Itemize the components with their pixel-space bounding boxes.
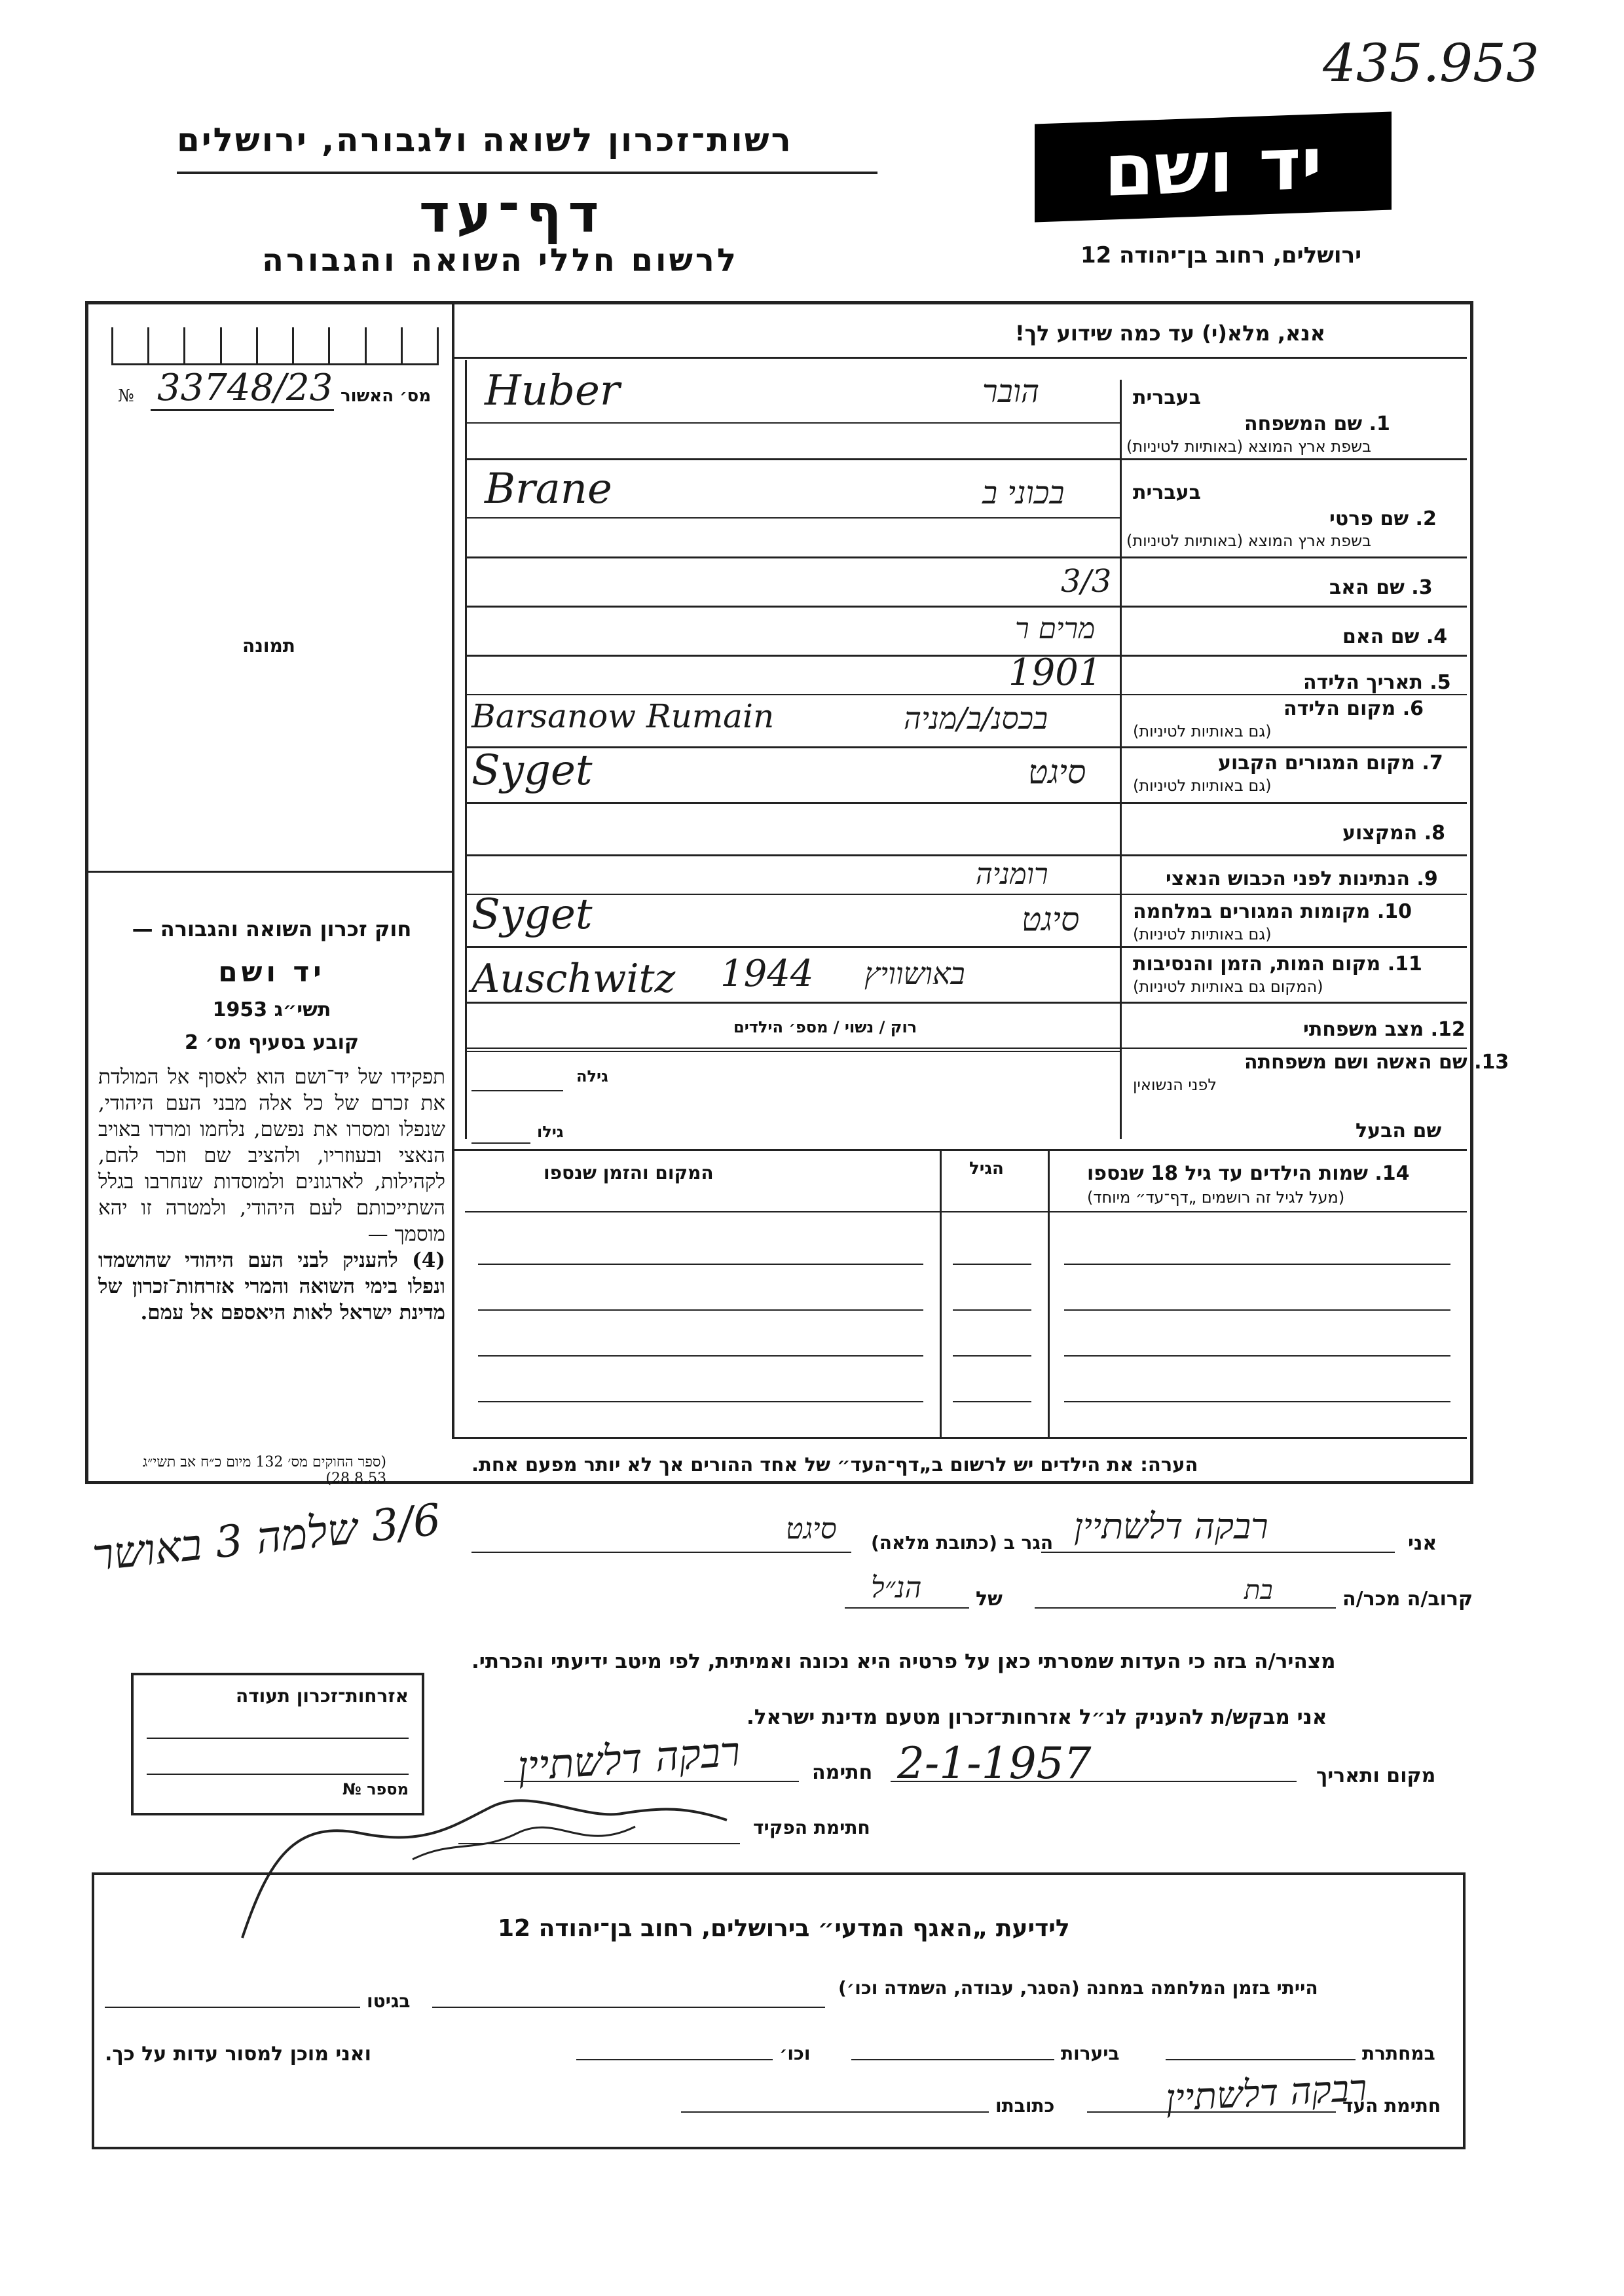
field-4-line <box>465 655 1467 657</box>
field-11-year[interactable]: 1944 <box>720 953 814 995</box>
footer-line2-c: וכו׳ <box>779 2043 811 2064</box>
field-1-line-a <box>465 422 1120 424</box>
field-7-latin[interactable]: Syget <box>471 746 593 795</box>
field-3-label <box>1329 576 1433 599</box>
approval-number: 33748/23 <box>157 367 333 409</box>
children-row-1c <box>1064 1264 1450 1265</box>
field-2-hebrew[interactable]: בכוני ב <box>982 475 1065 511</box>
footer-line1-fill <box>432 2007 825 2008</box>
law-body <box>98 1064 445 1326</box>
field-1-name: שם המשפחה <box>1244 412 1363 435</box>
officer-signature-label: חתימת הפקיד <box>753 1817 870 1838</box>
of-label: של <box>976 1588 1003 1611</box>
field-2-name: שם פרטי <box>1329 507 1409 530</box>
field-11-name: מקום המות, הזמן והנסיבות <box>1133 953 1381 975</box>
field-13-extra2-line <box>471 1142 530 1144</box>
field-9-value[interactable]: רומניה <box>976 858 1048 891</box>
field-6-num: 6. <box>1402 697 1424 720</box>
children-row-3b <box>953 1355 1031 1357</box>
footer-line1-b: בגיטו <box>367 1990 411 2012</box>
declarant-lives-in: הגר ב (כתובת מלאה) <box>871 1532 1054 1554</box>
field-6-label <box>1283 697 1424 720</box>
children-row-1b <box>953 1264 1031 1265</box>
yad-vashem-logo: יד ושם <box>1035 111 1392 222</box>
field-13-sub: לפני הנשואין <box>1133 1076 1217 1094</box>
field-4-name: שם האם <box>1342 625 1420 648</box>
husband-label: שם הבעל <box>1356 1120 1442 1142</box>
field-12-label <box>1303 1018 1466 1041</box>
declarant-address-line <box>471 1552 851 1553</box>
children-bottom-line <box>452 1437 1467 1439</box>
approval-line <box>151 409 334 411</box>
field-13-label <box>1244 1051 1509 1074</box>
footer-line2-fill-b <box>851 2059 1054 2060</box>
field-11-line <box>465 1002 1467 1004</box>
field-8-label <box>1342 822 1445 845</box>
field-9-label <box>1166 867 1438 890</box>
children-note: הערה: את הילדים יש לרשום ב„דף־העד״ של אחד ההורים אך לא יותר מפעם אחת. <box>471 1453 1198 1476</box>
field-13-extra2: גילו <box>537 1123 564 1141</box>
field-2-latin[interactable]: Brane <box>485 465 612 513</box>
field-3-line <box>465 606 1467 608</box>
place-date-label: מקום ותאריך <box>1316 1764 1436 1787</box>
field-6-name: מקום הלידה <box>1283 697 1396 720</box>
in-hebrew-1: בעברית <box>1133 386 1201 409</box>
field-3-name: שם האב <box>1329 576 1405 599</box>
field-12-line <box>465 1048 1467 1049</box>
footer-line2-a: במחתרת <box>1362 2043 1435 2064</box>
declarant-name[interactable]: רבקה דלשתיין <box>1074 1506 1268 1547</box>
children-row-3a <box>478 1355 923 1357</box>
field-4-value[interactable]: מרים ר <box>1015 612 1096 646</box>
field-13-line-a <box>465 1051 1120 1052</box>
field-8-num: 8. <box>1424 822 1446 845</box>
field-6-hebrew[interactable]: בכסנ/ב/מניה <box>904 701 1048 736</box>
footer-line3-fill-a <box>1087 2111 1336 2113</box>
left-column-divider <box>452 304 454 1437</box>
field-2-num: 2. <box>1415 507 1437 530</box>
certificate-box-line-1 <box>147 1738 409 1739</box>
law-section: קובע בסעיף מס׳ 2 <box>184 1031 360 1054</box>
law-body-text: תפקידו של יד־ושם הוא לאסוף אל המולדת את זכרם של כל אלה מבני העם היהודי, שנפלו ומסרו את נפשם, נלחמו ומרדו באויב הנאצי ובעוזריו, ולהציב שם וזכר להם, לקהילות, לארגונים ולמוסדות שנחרבו בגלל השתייכותם לעם היהודי, ולמטרה זו יהא מוסמך — <box>98 1065 445 1246</box>
place-date-value[interactable]: 2-1-1957 <box>897 1738 1092 1789</box>
approval-no-mark: № <box>118 386 134 406</box>
declaration-text: מצהיר/ה בזה כי העדות שמסרתי כאן על פרטיה היא נכונה ואמיתית, לפי מיטב ידיעתי והכרתי. <box>471 1650 1336 1673</box>
field-10-label <box>1133 900 1412 923</box>
field-2-sub: בשפת ארץ המוצא (באותיות לטיניות) <box>1126 532 1371 550</box>
declarant-name-line <box>1041 1552 1395 1553</box>
children-row-2c <box>1064 1309 1450 1311</box>
field-5-label <box>1303 671 1451 694</box>
certificate-box-title: אזרחות־זכרון תעודה <box>235 1685 409 1707</box>
children-row-4c <box>1064 1401 1450 1402</box>
field-10-num: 10. <box>1376 900 1412 923</box>
footer-line2-fill-c <box>576 2059 773 2060</box>
law-footnote: (ספר החוקים מס׳ 132 מיום כ״ח אב תשי״ג 28.8.53) <box>142 1454 386 1487</box>
org-underline <box>177 172 877 174</box>
field-3-value[interactable]: 3/3 <box>1061 563 1112 600</box>
field-11-num: 11. <box>1387 953 1422 975</box>
certificate-box-number: מספר № <box>342 1780 409 1798</box>
field-13-name: שם האשה ושם משפחתה <box>1244 1051 1467 1074</box>
intro-divider <box>452 357 1467 359</box>
relation-line <box>1035 1607 1336 1609</box>
field-5-value[interactable]: 1901 <box>1008 651 1102 694</box>
field-6-sub: (גם באותיות לטיניות) <box>1133 722 1272 740</box>
photo-bottom-line <box>88 871 452 873</box>
children-header-line <box>465 1211 1467 1212</box>
footer-title: לידיעת „האגף המדעי״ בירושלים, רחוב בן־יהודה 12 <box>498 1915 1070 1942</box>
footer-line3-b: כתובתו <box>995 2095 1055 2117</box>
field-8-line <box>465 854 1467 856</box>
field-9-num: 9. <box>1416 867 1438 890</box>
footer-line3-a: חתימת העד <box>1342 2095 1441 2117</box>
children-col-1 <box>1048 1149 1050 1437</box>
label-column-divider <box>1120 380 1122 1139</box>
children-row-4a <box>478 1401 923 1402</box>
approval-label: מס׳ האשור <box>341 386 432 406</box>
law-title: חוק זכרון השואה והגבורה — <box>132 917 412 941</box>
footer-line2-fill-a <box>1166 2059 1356 2060</box>
children-col-place: המקום והזמן שנספו <box>544 1162 714 1184</box>
field-1-latin[interactable]: Huber <box>485 367 620 415</box>
field-2-line-a <box>465 517 1120 519</box>
field-12-name: מצב משפחתי <box>1303 1018 1424 1041</box>
footer-line2-b: ביערות <box>1061 2043 1120 2064</box>
signature-label: חתימה <box>812 1761 873 1784</box>
request-text: אני מבקש/ת להעניק לנ״ל אזרחות־זכרון מטעם מדינת ישראל. <box>747 1705 1327 1729</box>
field-11-label <box>1133 953 1422 975</box>
children-col-age: הגיל <box>969 1159 1004 1178</box>
children-label: 14. שמות הילדים עד גיל 18 שנספו <box>1087 1162 1410 1185</box>
declarant-address[interactable]: סיגט <box>786 1512 837 1546</box>
form-title: דף־עד <box>419 183 606 244</box>
field-5-line <box>465 694 1467 695</box>
children-row-4b <box>953 1401 1031 1402</box>
field-10-latin[interactable]: Syget <box>471 890 593 939</box>
declarant-address-hand[interactable]: 3/6 שלמה 3 באושר <box>90 1494 443 1581</box>
of-value[interactable]: הנ״ל <box>871 1571 922 1605</box>
place-date-line <box>891 1781 1297 1782</box>
field-4-num: 4. <box>1426 625 1448 648</box>
field-10-hebrew[interactable]: סיגט <box>1022 900 1080 938</box>
children-col-2 <box>940 1149 942 1437</box>
law-yad-vashem: יד ושם <box>218 956 325 988</box>
field-8-name: המקצוע <box>1342 822 1418 845</box>
relation-label: קרוב/ה מכר/ה <box>1342 1588 1473 1611</box>
field-13-line-b <box>452 1149 1467 1151</box>
field-7-label <box>1218 752 1443 774</box>
law-year: תשי״ג 1953 <box>212 998 331 1021</box>
field-6-line <box>465 746 1467 748</box>
field-10-name: מקומות המגורים במלחמה <box>1133 900 1371 923</box>
field-11-sub: (המקום גם באותיות לטיניות) <box>1133 977 1323 996</box>
field-7-num: 7. <box>1422 752 1443 774</box>
field-7-hebrew[interactable]: סיגט <box>1028 753 1086 791</box>
declarant-signature[interactable]: רבקה דלשתיין <box>515 1727 742 1791</box>
value-left-border <box>465 360 467 1139</box>
field-10-line <box>465 946 1467 948</box>
field-6-latin[interactable]: Barsanow Rumain <box>471 697 775 735</box>
footer-line2-d: ואני מוכן למסור עדות על כך. <box>105 2043 371 2066</box>
field-1-line-b <box>465 458 1467 460</box>
field-13-num: 13. <box>1474 1051 1509 1074</box>
in-hebrew-2: בעברית <box>1133 481 1201 504</box>
field-12-num: 12. <box>1430 1018 1466 1041</box>
declarant-ani: אני <box>1408 1532 1437 1555</box>
field-10-sub: (גם באותיות לטיניות) <box>1133 925 1272 943</box>
field-1-num: 1. <box>1369 412 1390 435</box>
address: ירושלים, רחוב בן־יהודה 12 <box>1080 242 1362 268</box>
field-5-num: 5. <box>1430 671 1451 694</box>
children-row-1a <box>478 1264 923 1265</box>
field-4-label <box>1342 625 1447 648</box>
children-row-2b <box>953 1309 1031 1311</box>
archive-number: 435.953 <box>1323 33 1540 94</box>
form-intro: אנא, מלא(י) עד כמה שידוע לך! <box>1015 321 1326 346</box>
photo-label: תמונה <box>242 635 295 657</box>
law-body-text-2: (4) להעניק לבני העם היהודי שהושמדו ונפלו בימי השואה והמרי אזרחות־זכרון של מדינת ישראל לאות היאספם אל עמם. <box>98 1248 445 1324</box>
field-1-hebrew[interactable]: הובר <box>982 373 1040 410</box>
of-line <box>845 1607 969 1609</box>
field-7-name: מקום המגורים הקבוע <box>1218 752 1415 774</box>
field-12-options: רוק / נשוי / מספ׳ הילדים <box>733 1018 917 1036</box>
approval-ticks <box>111 327 439 365</box>
officer-signature-line <box>458 1843 740 1844</box>
footer-signature[interactable]: רבקה דלשתיין <box>1164 2066 1369 2121</box>
children-row-2a <box>478 1309 923 1311</box>
children-sub: (מעל לגיל זה רושמים „דף־עד״ מיוחד) <box>1087 1188 1345 1207</box>
field-7-sub: (גם באותיות לטיניות) <box>1133 776 1272 795</box>
field-5-name: תאריך הלידה <box>1303 671 1423 694</box>
relation-value[interactable]: בת <box>1244 1575 1273 1605</box>
field-1-label <box>1244 412 1390 435</box>
field-2-line-b <box>465 556 1467 558</box>
form-subtitle: לרשום חללי השואה והגבורה <box>262 242 739 279</box>
field-9-name: הנתינות לפני הכבוש הנאצי <box>1166 867 1410 890</box>
field-13-extra1: גילה <box>576 1067 608 1085</box>
field-2-label <box>1329 507 1437 530</box>
org-name: רשות־זכרון לשואה ולגבורה, ירושלים <box>177 121 793 159</box>
field-3-num: 3. <box>1411 576 1433 599</box>
children-row-3c <box>1064 1355 1450 1357</box>
field-13-extra1-line <box>471 1090 563 1091</box>
field-9-line <box>465 894 1467 895</box>
footer-line1-fill-b <box>105 2007 360 2008</box>
field-11-hebrew[interactable]: באושוויץ <box>864 956 965 991</box>
footer-line1-a: הייתי בזמן המלחמה במחנה (הסגר, עבודה, השמדה וכו׳) <box>838 1977 1318 1999</box>
field-1-sub: בשפת ארץ המוצא (באותיות לטיניות) <box>1126 437 1371 456</box>
field-11-latin[interactable]: Auschwitz <box>471 956 676 1002</box>
footer-line3-fill-b <box>681 2111 989 2113</box>
field-7-line <box>465 802 1467 804</box>
certificate-box-line-2 <box>147 1774 409 1775</box>
